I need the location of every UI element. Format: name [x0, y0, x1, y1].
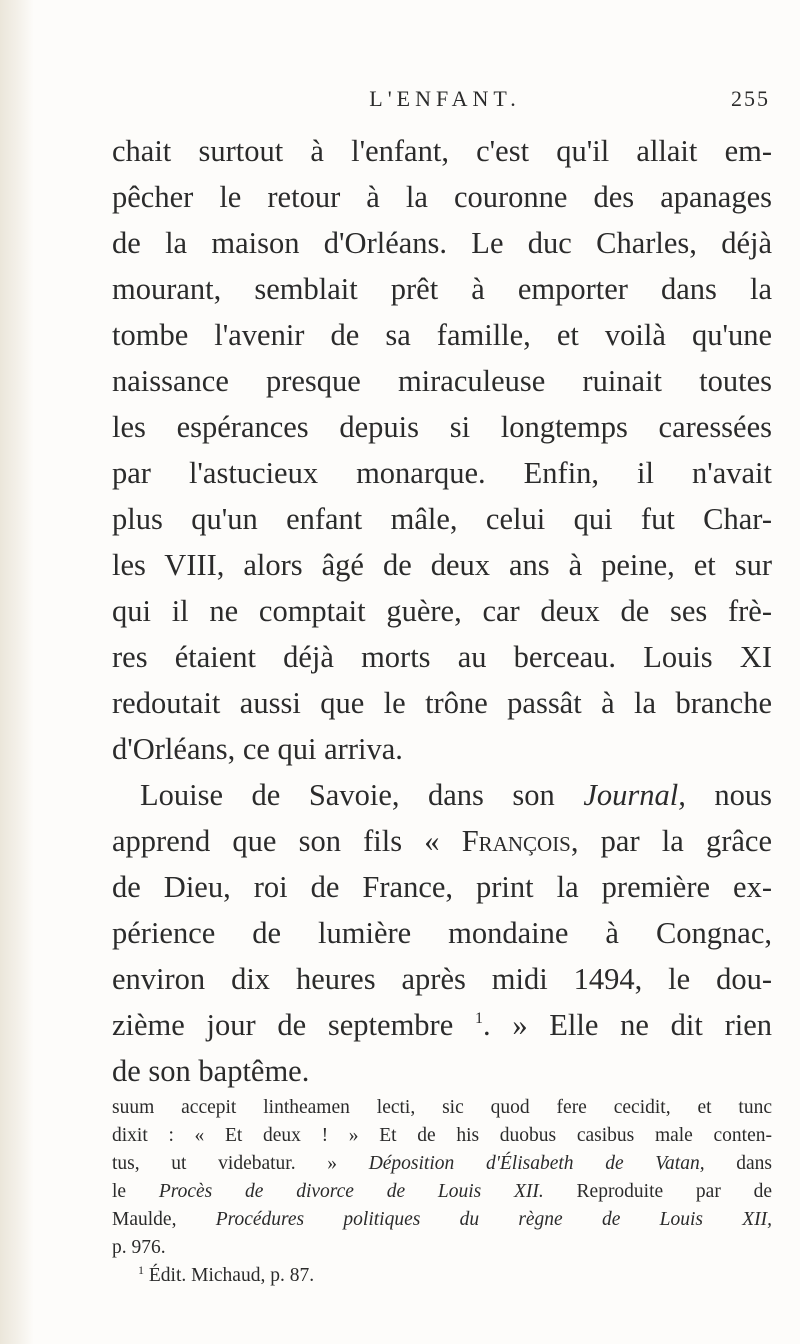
footnote-line: suum accepit lintheamen lecti, sic quod fere cecidit, et tunc — [112, 1097, 772, 1118]
text-line: pêcher le retour à la couronne des apanages — [112, 180, 772, 214]
source-title: Procès de divorce de Louis XII. — [158, 1181, 544, 1202]
journal-title: Journal, — [583, 778, 686, 812]
footnote-line — [112, 1206, 772, 1234]
text-fragment: Reproduite par de — [543, 1181, 773, 1202]
text-line: périence de lumière mondaine à Congnac, — [112, 916, 772, 950]
name-smallcaps: François, — [461, 824, 579, 858]
footnote-marker: 1 — [138, 1263, 144, 1277]
source-title: Procédures politiques du règne de Louis XII, — [215, 1209, 772, 1230]
text-line: chait surtout à l'enfant, c'est qu'il allait em- — [112, 134, 772, 168]
source-title: Déposition d'Élisabeth de Vatan, — [368, 1153, 705, 1174]
text-line: tombe l'avenir de sa famille, et voilà qu'une — [112, 318, 772, 352]
footnote-line: dixit : « Et deux ! » Et de his duobus casibus male conten- — [112, 1125, 772, 1146]
running-title: L'ENFANT. — [369, 86, 521, 111]
text-fragment: par la grâce — [578, 824, 772, 858]
text-fragment: Maulde, — [112, 1209, 216, 1230]
footnote-reference: 1 — [474, 1010, 483, 1027]
text-fragment: le — [112, 1181, 159, 1202]
footnote-line — [112, 1262, 772, 1290]
running-header — [120, 86, 770, 118]
text-line: mourant, semblait prêt à emporter dans la — [112, 272, 772, 306]
text-line: qui il ne comptait guère, car deux de ses frè- — [112, 594, 772, 628]
text-line: environ dix heures après midi 1494, le dou- — [112, 962, 772, 996]
text-line: par l'astucieux monarque. Enfin, il n'avait — [112, 456, 772, 490]
footnote-line — [112, 1178, 772, 1206]
text-fragment: nous — [685, 778, 772, 812]
text-line: les VIII, alors âgé de deux ans à peine, et sur — [112, 548, 772, 582]
text-line — [112, 1002, 772, 1048]
page-gutter-shadow — [0, 0, 34, 1344]
text-line: naissance presque miraculeuse ruinait toutes — [112, 364, 772, 398]
text-fragment: tus, ut videbatur. » — [112, 1153, 369, 1174]
text-fragment: apprend que son fils « — [112, 824, 462, 858]
text-fragment: Édit. Michaud, p. 87. — [144, 1265, 315, 1286]
text-line: de son baptême. — [112, 1054, 310, 1088]
text-fragment: Louise de Savoie, dans son — [140, 778, 584, 812]
footnote-line — [112, 1150, 772, 1178]
text-fragment: . » Elle ne dit rien — [482, 1008, 772, 1042]
text-fragment: zième jour de septembre — [112, 1008, 475, 1042]
text-line — [112, 818, 772, 864]
text-fragment: dans — [704, 1153, 772, 1174]
text-line: res étaient déjà morts au berceau. Louis XI — [112, 640, 772, 674]
text-line: de Dieu, roi de France, print la première ex- — [112, 870, 772, 904]
text-line: plus qu'un enfant mâle, celui qui fut Char- — [112, 502, 772, 536]
footnote-line: p. 976. — [112, 1237, 166, 1258]
main-text — [112, 128, 772, 1094]
text-line: d'Orléans, ce qui arriva. — [112, 732, 403, 766]
text-line: redoutait aussi que le trône passât à la branche — [112, 686, 772, 720]
text-line: les espérances depuis si longtemps caressées — [112, 410, 772, 444]
text-line — [112, 772, 772, 818]
footnotes — [112, 1094, 772, 1290]
page-number: 255 — [731, 86, 770, 111]
text-line: de la maison d'Orléans. Le duc Charles, déjà — [112, 226, 772, 260]
